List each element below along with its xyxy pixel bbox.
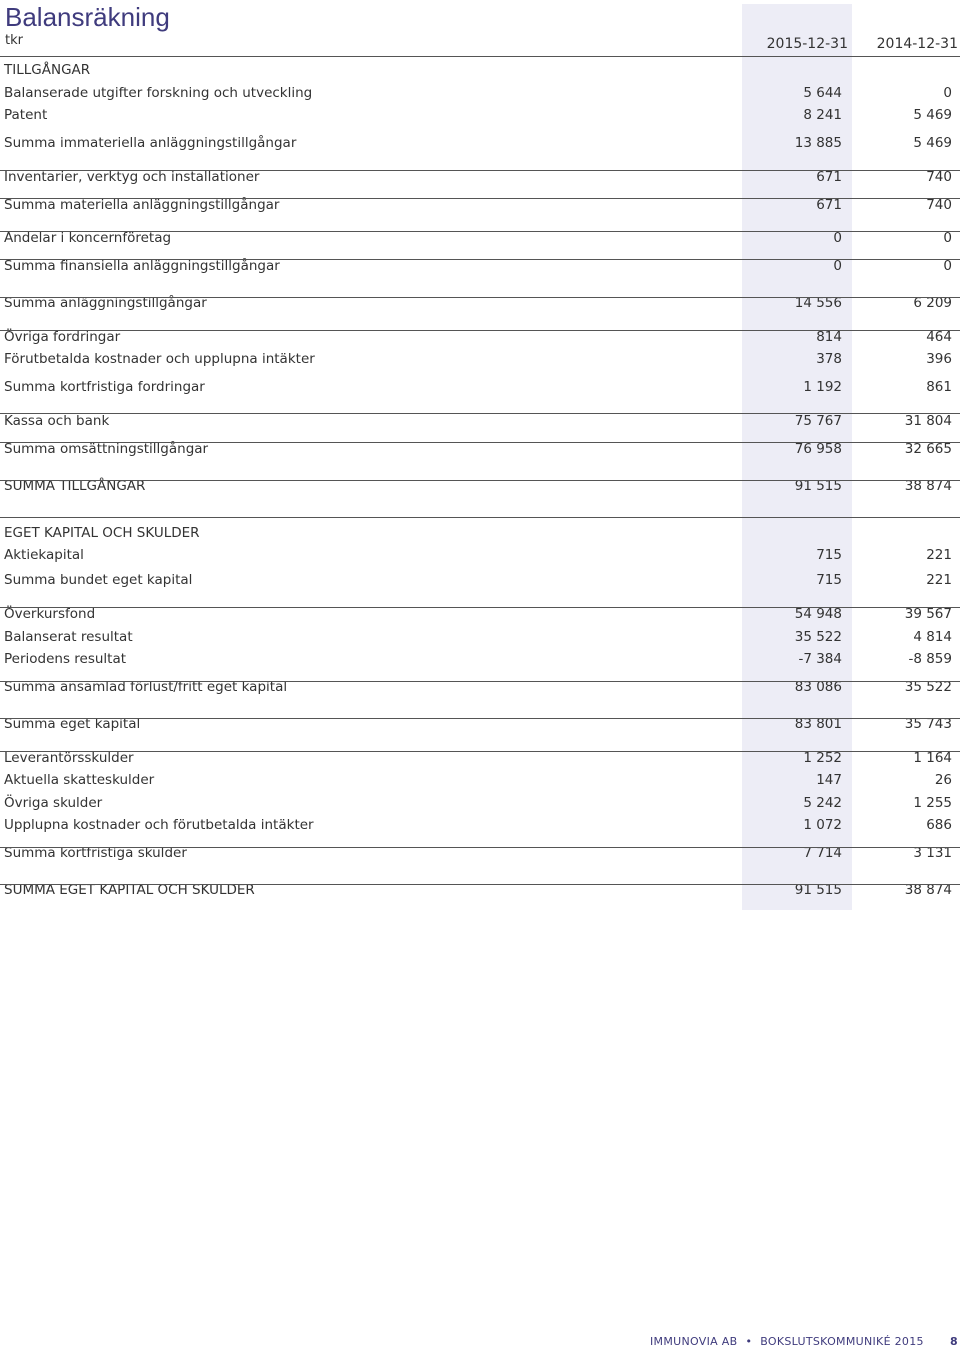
divider xyxy=(0,884,960,885)
value-2015: 75 767 xyxy=(794,413,842,429)
value-2014: 1 164 xyxy=(913,750,952,766)
row-label: SUMMA EGET KAPITAL OCH SKULDER xyxy=(4,882,255,898)
value-2014: 31 804 xyxy=(904,413,952,429)
value-2015: 35 522 xyxy=(794,629,842,645)
row-label: Summa kortfristiga fordringar xyxy=(4,379,205,395)
value-2015: 715 xyxy=(816,547,842,563)
footer-company: IMMUNOVIA AB xyxy=(650,1335,738,1348)
value-2015: 0 xyxy=(833,230,842,246)
value-2014: 6 209 xyxy=(913,295,952,311)
value-2014: 0 xyxy=(943,258,952,274)
value-2015: 76 958 xyxy=(794,441,842,457)
table-row xyxy=(4,522,960,544)
value-2015: 814 xyxy=(816,329,842,345)
row-label: SUMMA TILLGÅNGAR xyxy=(4,478,146,494)
row-label: Summa materiella anläggningstillgångar xyxy=(4,197,280,213)
divider xyxy=(0,480,960,481)
value-2015: 147 xyxy=(816,772,842,788)
divider xyxy=(0,442,960,443)
table-row xyxy=(4,626,960,648)
page-number: 8 xyxy=(950,1335,958,1348)
value-2015: 13 885 xyxy=(794,135,842,151)
footer-report: BOKSLUTSKOMMUNIKÉ 2015 xyxy=(760,1335,924,1348)
divider xyxy=(0,198,960,199)
table-row xyxy=(4,104,960,126)
value-2014: 5 469 xyxy=(913,135,952,151)
divider xyxy=(0,607,960,608)
divider xyxy=(0,413,960,414)
value-2014: 32 665 xyxy=(904,441,952,457)
value-2014: 39 567 xyxy=(904,606,952,622)
value-2015: 671 xyxy=(816,197,842,213)
row-label: Förutbetalda kostnader och upplupna intäkter xyxy=(4,351,315,367)
row-label: Balanserat resultat xyxy=(4,629,133,645)
table-row xyxy=(4,348,960,370)
table-row xyxy=(4,292,960,314)
value-2015: 14 556 xyxy=(794,295,842,311)
value-2015: 5 242 xyxy=(803,795,842,811)
value-2014: 38 874 xyxy=(904,478,952,494)
divider xyxy=(0,718,960,719)
table-row xyxy=(4,769,960,791)
value-2014: 26 xyxy=(934,772,952,788)
value-2014: 5 469 xyxy=(913,107,952,123)
value-2014: 221 xyxy=(926,572,952,588)
table-row xyxy=(4,879,960,901)
row-label: Summa anläggningstillgångar xyxy=(4,295,207,311)
value-2015: 7 714 xyxy=(803,845,842,861)
row-label: Övriga skulder xyxy=(4,795,103,811)
row-label: Aktiekapital xyxy=(4,547,84,563)
value-2014: 4 814 xyxy=(913,629,952,645)
row-label: EGET KAPITAL OCH SKULDER xyxy=(4,525,200,541)
value-2015: 5 644 xyxy=(803,85,842,101)
value-2015: 1 072 xyxy=(803,817,842,833)
row-label: Överkursfond xyxy=(4,606,96,622)
value-2015: 1 252 xyxy=(803,750,842,766)
table-row xyxy=(4,676,960,698)
divider xyxy=(0,231,960,232)
divider xyxy=(0,330,960,331)
row-label: Andelar i koncernföretag xyxy=(4,230,172,246)
value-2014: 861 xyxy=(926,379,952,395)
divider xyxy=(0,681,960,682)
column-header-2015: 2015-12-31 xyxy=(766,36,848,52)
value-2014: 0 xyxy=(943,230,952,246)
row-label: Summa bundet eget kapital xyxy=(4,572,193,588)
value-2014: 221 xyxy=(926,547,952,563)
value-2014: 38 874 xyxy=(904,882,952,898)
row-label: TILLGÅNGAR xyxy=(4,62,91,78)
value-2015: -7 384 xyxy=(798,651,842,667)
row-label: Leverantörsskulder xyxy=(4,750,134,766)
row-label: Kassa och bank xyxy=(4,413,110,429)
row-label: Summa omsättningstillgångar xyxy=(4,441,209,457)
value-2015: 91 515 xyxy=(794,478,842,494)
column-header-2014: 2014-12-31 xyxy=(876,36,958,52)
value-2015: 0 xyxy=(833,258,842,274)
table-row xyxy=(4,544,960,566)
row-label: Aktuella skatteskulder xyxy=(4,772,155,788)
row-label: Summa finansiella anläggningstillgångar xyxy=(4,258,280,274)
page-title: Balansräkning xyxy=(5,2,170,32)
table-row xyxy=(4,132,960,154)
divider xyxy=(0,170,960,171)
value-2014: -8 859 xyxy=(908,651,952,667)
value-2015: 54 948 xyxy=(794,606,842,622)
divider xyxy=(0,517,960,518)
value-2014: 35 743 xyxy=(904,716,952,732)
table-row xyxy=(4,842,960,864)
row-label: Periodens resultat xyxy=(4,651,127,667)
value-2015: 715 xyxy=(816,572,842,588)
row-label: Patent xyxy=(4,107,48,123)
divider xyxy=(0,259,960,260)
value-2015: 1 192 xyxy=(803,379,842,395)
table-row xyxy=(4,475,960,497)
table-row xyxy=(4,814,960,836)
value-2015: 378 xyxy=(816,351,842,367)
table-row xyxy=(4,59,960,81)
table-row xyxy=(4,82,960,104)
table-row xyxy=(4,792,960,814)
value-2015: 671 xyxy=(816,169,842,185)
row-label: Summa eget kapital xyxy=(4,716,141,732)
value-2014: 35 522 xyxy=(904,679,952,695)
row-label: Summa ansamlad förlust/fritt eget kapital xyxy=(4,679,288,695)
divider xyxy=(0,297,960,298)
value-2014: 0 xyxy=(943,85,952,101)
footer-separator: • xyxy=(745,1335,753,1348)
value-2014: 686 xyxy=(926,817,952,833)
divider xyxy=(0,56,960,57)
table-row xyxy=(4,569,960,591)
table-row xyxy=(4,648,960,670)
value-2015: 8 241 xyxy=(803,107,842,123)
value-2015: 83 086 xyxy=(794,679,842,695)
row-label: Övriga fordringar xyxy=(4,329,121,345)
divider xyxy=(0,751,960,752)
table-row xyxy=(4,713,960,735)
page-footer xyxy=(650,1335,960,1348)
table-row xyxy=(4,376,960,398)
value-2014: 464 xyxy=(926,329,952,345)
divider xyxy=(0,847,960,848)
value-2014: 740 xyxy=(926,197,952,213)
row-label: Summa kortfristiga skulder xyxy=(4,845,187,861)
row-label: Balanserade utgifter forskning och utveckling xyxy=(4,85,313,101)
value-2014: 396 xyxy=(926,351,952,367)
value-2015: 91 515 xyxy=(794,882,842,898)
row-label: Summa immateriella anläggningstillgångar xyxy=(4,135,297,151)
value-2014: 1 255 xyxy=(913,795,952,811)
row-label: Inventarier, verktyg och installationer xyxy=(4,169,260,185)
value-2015: 83 801 xyxy=(794,716,842,732)
value-2014: 740 xyxy=(926,169,952,185)
value-2014: 3 131 xyxy=(913,845,952,861)
row-label: Upplupna kostnader och förutbetalda intäkter xyxy=(4,817,314,833)
unit-label: tkr xyxy=(5,33,23,48)
